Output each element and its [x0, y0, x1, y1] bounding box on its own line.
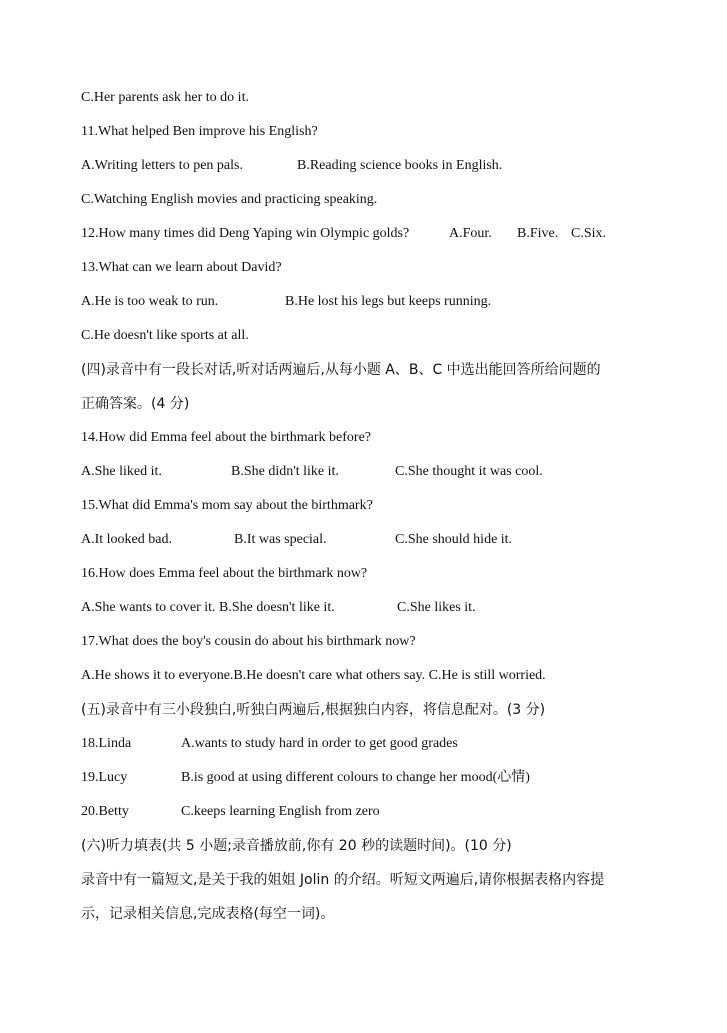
section4-instruction-line1: (四)录音中有一段长对话,听对话两遍后,从每小题 A、B、C 中选出能回答所给问题的	[81, 362, 601, 378]
q15-option-c: C.She should hide it.	[395, 532, 513, 547]
q12-option-a: A.Four.	[449, 226, 492, 241]
q11-option-a: A.Writing letters to pen pals.	[81, 158, 243, 173]
q11-option-b: B.Reading science books in English.	[297, 158, 503, 173]
match-18-name: 18.Linda	[81, 736, 132, 751]
q11-question: 11.What helped Ben improve his English?	[81, 124, 318, 139]
section6-instruction-line2: 示，记录相关信息,完成表格(每空一词)。	[81, 906, 335, 922]
match-20-text: C.keeps learning English from zero	[181, 804, 380, 819]
q17-options: A.He shows it to everyone.B.He doesn't care what others say. C.He is still worried.	[81, 668, 546, 683]
section6-instruction-line1: 录音中有一篇短文,是关于我的姐姐 Jolin 的介绍。听短文两遍后,请你根据表格内容提	[81, 872, 605, 888]
q13-question: 13.What can we learn about David?	[81, 260, 282, 275]
q14-option-b: B.She didn't like it.	[231, 464, 339, 479]
q16-option-c: C.She likes it.	[397, 600, 476, 615]
q15-question: 15.What did Emma's mom say about the birthmark?	[81, 498, 373, 513]
q13-option-b: B.He lost his legs but keeps running.	[285, 294, 492, 309]
q15-option-b: B.It was special.	[234, 532, 327, 547]
q12-question: 12.How many times did Deng Yaping win Olympic golds?	[81, 226, 410, 241]
q14-option-a: A.She liked it.	[81, 464, 162, 479]
q10-option-c: C.Her parents ask her to do it.	[81, 90, 249, 105]
q15-option-a: A.It looked bad.	[81, 532, 172, 547]
q14-option-c: C.She thought it was cool.	[395, 464, 543, 479]
section6-heading: (六)听力填表(共 5 小题;录音播放前,你有 20 秒的读题时间)。(10 分)	[81, 838, 512, 854]
q14-question: 14.How did Emma feel about the birthmark before?	[81, 430, 372, 445]
section4-instruction-line2: 正确答案。(4 分)	[81, 396, 190, 412]
match-20-name: 20.Betty	[81, 804, 129, 819]
q17-question: 17.What does the boy's cousin do about his birthmark now?	[81, 634, 416, 649]
match-19-text: B.is good at using different colours to change her mood(心情)	[181, 770, 530, 785]
q12-option-b: B.Five.	[517, 226, 559, 241]
q13-option-a: A.He is too weak to run.	[81, 294, 219, 309]
q13-option-c: C.He doesn't like sports at all.	[81, 328, 249, 343]
q11-option-c: C.Watching English movies and practicing speaking.	[81, 192, 378, 207]
section5-instruction: (五)录音中有三小段独白,听独白两遍后,根据独白内容，将信息配对。(3 分)	[81, 702, 546, 718]
q16-option-ab: A.She wants to cover it. B.She doesn't like it.	[81, 600, 335, 615]
match-18-text: A.wants to study hard in order to get good grades	[181, 736, 458, 751]
match-19-name: 19.Lucy	[81, 770, 128, 785]
q16-question: 16.How does Emma feel about the birthmark now?	[81, 566, 368, 581]
q12-option-c: C.Six.	[571, 226, 607, 241]
